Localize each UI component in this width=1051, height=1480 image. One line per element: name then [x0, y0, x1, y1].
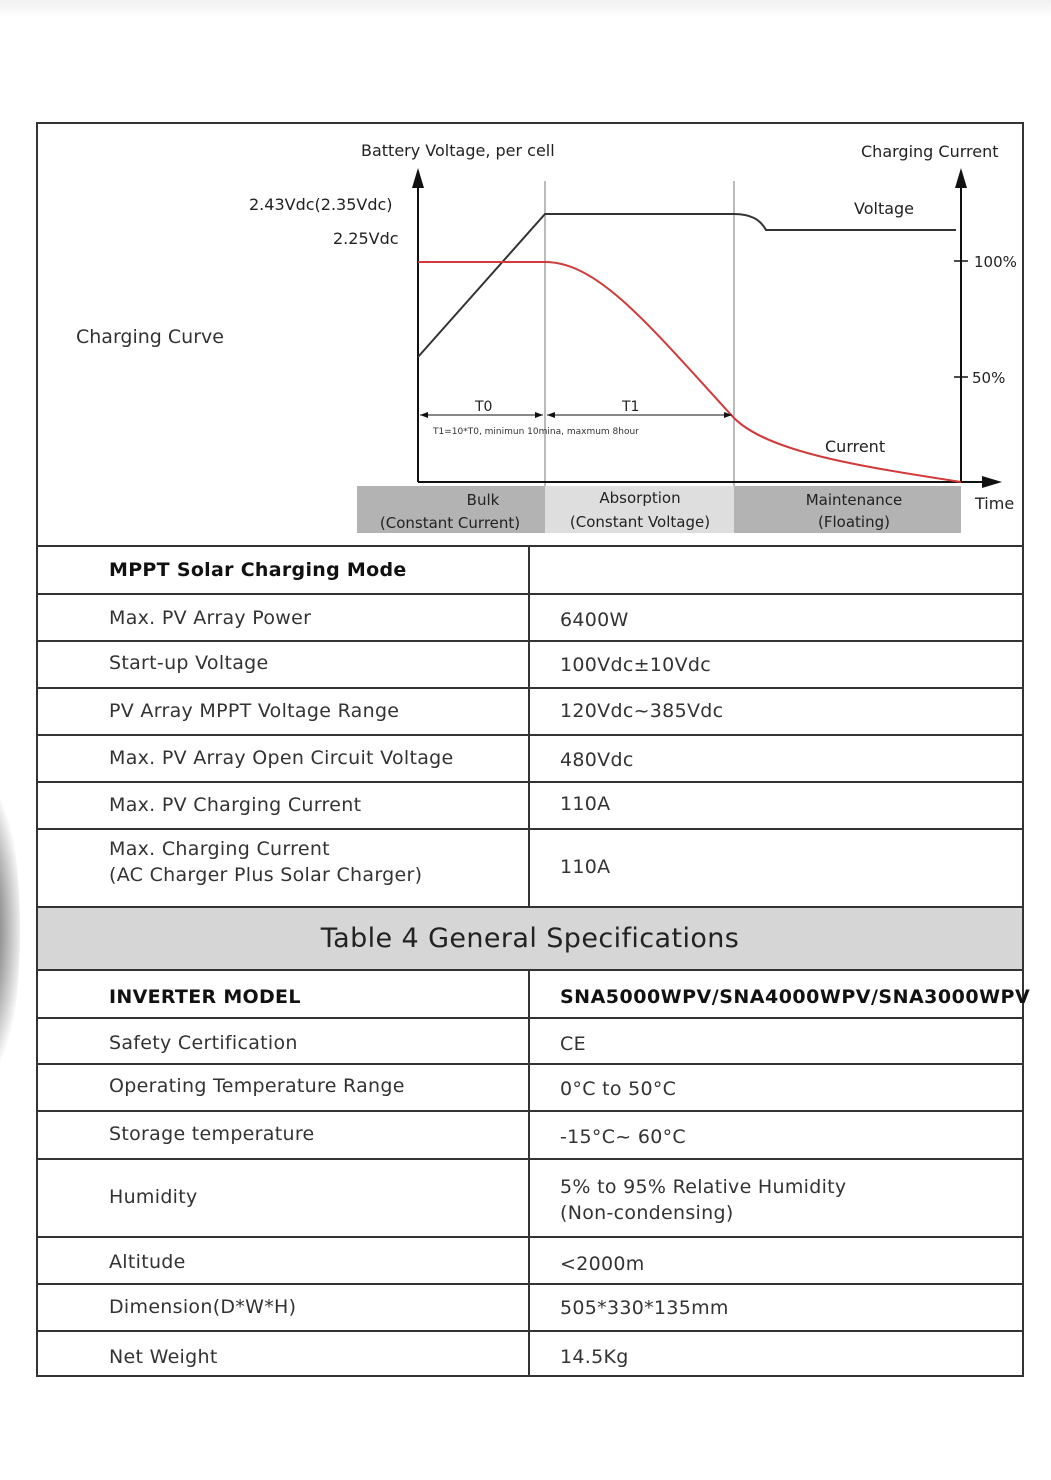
row-label: Max. PV Array Open Circuit Voltage	[109, 747, 454, 769]
model-row	[38, 969, 1031, 1017]
row-label: Dimension(D*W*H)	[109, 1296, 297, 1318]
row-value: 14.5Kg	[560, 1346, 629, 1368]
t0-label: T0	[475, 399, 493, 415]
row-label: Storage temperature	[109, 1123, 315, 1145]
voltage-curve	[418, 214, 956, 357]
table-row	[38, 1283, 1022, 1330]
t1-label: T1	[622, 399, 640, 415]
stage-maintenance-line1: Maintenance	[805, 491, 903, 509]
row-label: Max. PV Array Power	[109, 607, 312, 629]
row-label: Humidity	[109, 1186, 198, 1208]
row-value: 110A	[560, 856, 611, 878]
x-axis-arrow-icon	[982, 476, 1002, 488]
general-spec-title: Table 4 General Specifications	[320, 923, 740, 954]
row-value: 100Vdc±10Vdc	[560, 654, 711, 676]
voltage-series-label: Voltage	[854, 199, 915, 218]
model-label: INVERTER MODEL	[109, 986, 301, 1008]
general-spec-title-row	[38, 906, 1022, 969]
t0-span-arrow-left-icon	[420, 412, 428, 418]
current-series-label: Current	[825, 437, 886, 456]
table-row	[38, 1330, 1022, 1377]
t1-span-arrow-left-icon	[547, 412, 555, 418]
row-value: -15°C~ 60°C	[560, 1126, 687, 1148]
row-value: CE	[560, 1033, 586, 1055]
stage-bulk-line1: Bulk	[466, 491, 500, 509]
table-row	[38, 1063, 1022, 1110]
mppt-heading: MPPT Solar Charging Mode	[109, 559, 407, 581]
t0-span-arrow-right-icon	[535, 412, 543, 418]
row-value: 120Vdc~385Vdc	[560, 700, 724, 722]
charging-curve-title: Charging Curve	[76, 326, 224, 348]
charging-curve-section	[38, 124, 1022, 545]
row-label: PV Array MPPT Voltage Range	[109, 700, 400, 722]
mppt-heading-row	[38, 545, 1022, 593]
table-row	[38, 828, 1022, 906]
row-label-sub: (AC Charger Plus Solar Charger)	[109, 864, 423, 886]
right-y-axis-arrow-icon	[955, 168, 967, 188]
table-row	[38, 687, 1022, 734]
stage-maintenance-line2: (Floating)	[818, 513, 890, 531]
pct-50-label: 50%	[972, 369, 1006, 387]
row-value: 110A	[560, 793, 611, 815]
row-value: 505*330*135mm	[560, 1297, 729, 1319]
stage-absorption-line1: Absorption	[599, 489, 681, 507]
stage-bulk-line2: (Constant Current)	[379, 514, 521, 532]
row-value: 0°C to 50°C	[560, 1078, 677, 1100]
row-label: Max. PV Charging Current	[109, 794, 362, 816]
table-row	[38, 1236, 1022, 1283]
row-value: 6400W	[560, 609, 629, 631]
top-edge-strip	[0, 0, 1051, 18]
table-row	[38, 734, 1022, 781]
table-row	[38, 640, 1022, 687]
table-row	[38, 1158, 1022, 1236]
page-curl-shadow	[0, 760, 20, 1100]
row-value: <2000m	[560, 1253, 645, 1275]
row-label: Operating Temperature Range	[109, 1075, 405, 1097]
model-value: SNA5000WPV/SNA4000WPV/SNA3000WPV	[560, 986, 1031, 1008]
table-row	[38, 781, 1022, 828]
row-label: Start-up Voltage	[109, 652, 269, 674]
row-value: 5% to 95% Relative Humidity	[560, 1176, 847, 1198]
y2-axis-label: Charging Current	[861, 142, 999, 161]
y-axis-label: Battery Voltage, per cell	[361, 141, 555, 160]
table-row	[38, 1017, 1022, 1063]
row-value: 480Vdc	[560, 749, 634, 771]
row-value-sub: (Non-condensing)	[560, 1202, 734, 1224]
table-row	[38, 593, 1022, 640]
v-low-label: 2.25Vdc	[333, 229, 399, 248]
x-axis-label: Time	[975, 494, 1015, 513]
pct-100-label: 100%	[974, 253, 1017, 271]
table-row	[38, 1110, 1022, 1158]
v-high-label: 2.43Vdc(2.35Vdc)	[249, 195, 393, 214]
row-label: Safety Certification	[109, 1032, 298, 1054]
stage-absorption-line2: (Constant Voltage)	[569, 513, 711, 531]
row-label: Net Weight	[109, 1346, 218, 1368]
row-label: Altitude	[109, 1251, 186, 1273]
t-duration-note: T1=10*T0, minimun 10mina, maxmum 8hour	[433, 427, 639, 437]
left-y-axis-arrow-icon	[412, 168, 424, 188]
row-label: Max. Charging Current	[109, 838, 330, 860]
